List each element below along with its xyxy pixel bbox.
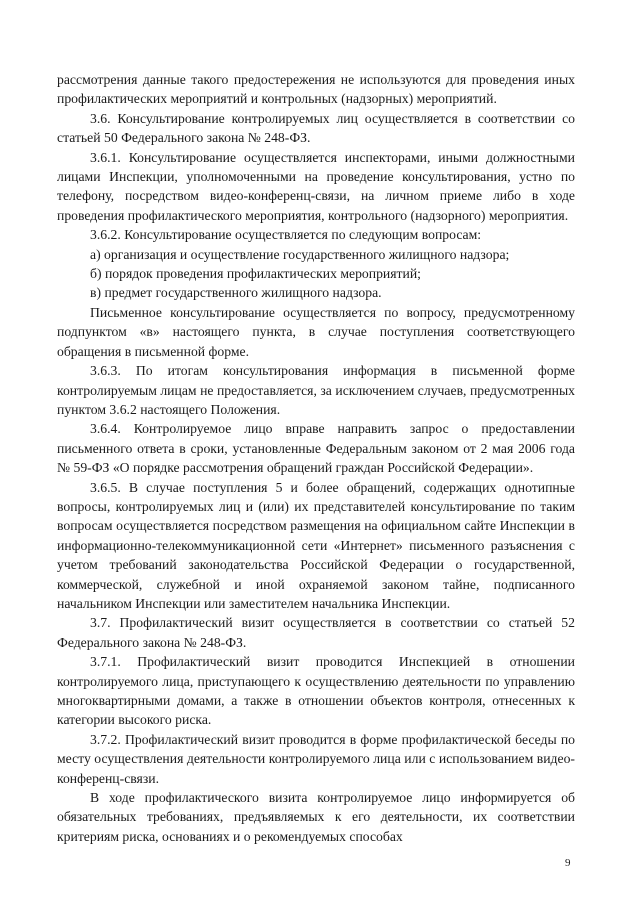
list-item-a: а) организация и осуществление государственного жилищного надзора; <box>90 246 510 262</box>
paragraph-3-6-5: 3.6.5. В случае поступления 5 и более обращений, содержащих однотипные вопросы, контролируемых лиц и (или) их представителей консультирование по таким вопросам осуществляется посредством размещения на официальном сайте Инспекции в информационно-телекоммуникационной сети «Интернет» письменного разъяснения с учетом требований законодательства Российской Федерации о государственной, коммерческой, служебной и иной охраняемой законом тайне, подписанного начальником Инспекции или заместителем начальника Инспекции. <box>57 479 575 611</box>
paragraph-visit-info: В ходе профилактического визита контролируемое лицо информируется об обязательных требованиях, предъявляемых к его деятельности, их соответствии критериям риска, основаниях и о рекомендуемых способах <box>57 790 575 844</box>
paragraph-0: рассмотрения данные такого предостережения не используются для проведения иных профилактических мероприятий и контрольных (надзорных) мероприятий. <box>57 72 575 107</box>
document-page <box>57 70 575 846</box>
paragraph-3-6-4: 3.6.4. Контролируемое лицо вправе направить запрос о предоставлении письменного ответа в сроки, установленные Федеральным законом от 2 мая 2006 года № 59-ФЗ «О порядке рассмотрения обращений граждан Российской Федерации». <box>57 421 575 476</box>
paragraph-3-6-1: 3.6.1. Консультирование осуществляется инспекторами, иными должностными лицами Инспекции, уполномоченными на проведение консультирования, устно по телефону, посредством видео-конференц-связи, на личном приеме либо в ходе проведения профилактического мероприятия, контрольного (надзорного) мероприятия. <box>57 149 575 223</box>
list-item-v: в) предмет государственного жилищного надзора. <box>90 285 382 301</box>
paragraph-3-7-2: 3.7.2. Профилактический визит проводится в форме профилактической беседы по месту осуществления деятельности контролируемого лица или с использованием видео-конференц-связи. <box>57 731 575 786</box>
paragraph-3-6-3: 3.6.3. По итогам консультирования информация в письменной форме контролируемым лицам не предоставляется, за исключением случаев, предусмотренных пунктом 3.6.2 настоящего Положения. <box>57 363 575 417</box>
paragraph-3-7: 3.7. Профилактический визит осуществляется в соответствии со статьей 52 Федерального закона № 248-ФЗ. <box>57 615 575 650</box>
page-number: 9 <box>565 857 571 869</box>
paragraph-3-6: 3.6. Консультирование контролируемых лиц осуществляется в соответствии со статьей 50 Федерального закона № 248-ФЗ. <box>57 110 575 146</box>
paragraph-3-6-2: 3.6.2. Консультирование осуществляется по следующим вопросам: <box>90 227 482 243</box>
paragraph-written-consulting: Письменное консультирование осуществляется по вопросу, предусмотренному подпунктом «в» настоящего пункта, в случае поступления соответствующего обращения в письменной форме. <box>57 304 575 359</box>
paragraph-3-7-1: 3.7.1. Профилактический визит проводится Инспекцией в отношении контролируемого лица, приступающего к осуществлению деятельности по управлению многоквартирными домами, а также в отношении объектов контроля, отнесенных к категории высокого риска. <box>57 654 575 728</box>
list-item-b: б) порядок проведения профилактических мероприятий; <box>90 266 421 282</box>
